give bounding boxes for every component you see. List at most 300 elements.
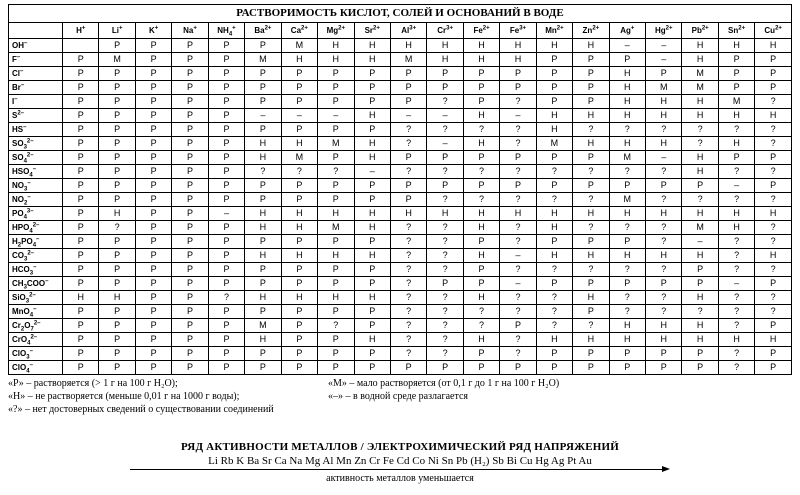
solubility-cell: Н: [281, 207, 317, 221]
solubility-cell: ?: [536, 165, 572, 179]
solubility-cell: Р: [755, 81, 792, 95]
solubility-cell: ?: [390, 291, 426, 305]
legend-n: «Н» – не растворяется (меньше 0,01 г на 1000 г воды);: [8, 391, 240, 402]
solubility-cell: Р: [245, 347, 281, 361]
solubility-cell: Р: [281, 235, 317, 249]
solubility-cell: Р: [427, 179, 463, 193]
solubility-cell: ?: [500, 123, 536, 137]
anion-label: $CO_3^{2-}$: [9, 249, 63, 263]
solubility-cell: ?: [609, 123, 645, 137]
solubility-cell: Н: [682, 333, 718, 347]
solubility-cell: М: [682, 67, 718, 81]
solubility-cell: Р: [318, 81, 354, 95]
solubility-cell: Р: [646, 179, 682, 193]
solubility-cell: ?: [755, 137, 792, 151]
legend-m: «М» – мало растворяется (от 0,1 г до 1 г на 100 г H₂O): [328, 378, 560, 389]
solubility-cell: Р: [755, 361, 792, 375]
solubility-cell: Н: [281, 291, 317, 305]
solubility-cell: Н: [718, 109, 754, 123]
solubility-cell: –: [646, 39, 682, 53]
solubility-cell: –: [646, 151, 682, 165]
solubility-cell: Р: [135, 221, 171, 235]
solubility-cell: –: [682, 235, 718, 249]
solubility-cell: Р: [281, 67, 317, 81]
solubility-cell: Р: [172, 39, 208, 53]
solubility-cell: ?: [536, 263, 572, 277]
solubility-cell: Н: [245, 137, 281, 151]
anion-label: $Cr_2O_7^{2-}$: [9, 319, 63, 333]
solubility-cell: Р: [463, 263, 499, 277]
solubility-cell: Р: [63, 67, 99, 81]
solubility-cell: Р: [354, 305, 390, 319]
solubility-cell: Р: [135, 151, 171, 165]
solubility-cell: ?: [427, 193, 463, 207]
solubility-cell: Н: [646, 319, 682, 333]
cation-header: $NH_4^+$: [208, 23, 244, 39]
solubility-cell: ?: [427, 221, 463, 235]
table-row: [9, 319, 792, 333]
solubility-cell: Р: [99, 305, 135, 319]
solubility-cell: Р: [281, 277, 317, 291]
solubility-cell: Р: [63, 95, 99, 109]
table-row: [9, 193, 792, 207]
solubility-cell: Р: [281, 319, 317, 333]
anion-label: $PO_4^{3-}$: [9, 207, 63, 221]
solubility-cell: Р: [390, 193, 426, 207]
solubility-cell: –: [718, 277, 754, 291]
solubility-cell: Р: [172, 305, 208, 319]
solubility-cell: Р: [390, 361, 426, 375]
solubility-cell: Р: [318, 235, 354, 249]
solubility-cell: ?: [718, 319, 754, 333]
solubility-cell: Р: [99, 361, 135, 375]
solubility-cell: Р: [135, 95, 171, 109]
solubility-cell: Р: [463, 151, 499, 165]
solubility-cell: ?: [536, 319, 572, 333]
table-row: [9, 179, 792, 193]
solubility-cell: Н: [646, 137, 682, 151]
solubility-cell: М: [390, 53, 426, 67]
solubility-cell: Н: [609, 137, 645, 151]
solubility-cell: ?: [646, 123, 682, 137]
solubility-cell: ?: [573, 319, 609, 333]
solubility-cell: Р: [135, 81, 171, 95]
solubility-cell: Р: [646, 277, 682, 291]
table-row: [9, 347, 792, 361]
solubility-cell: Р: [208, 151, 244, 165]
solubility-cell: Н: [463, 221, 499, 235]
solubility-cell: Р: [281, 179, 317, 193]
solubility-cell: Р: [63, 179, 99, 193]
solubility-cell: Р: [135, 67, 171, 81]
solubility-cell: Н: [609, 81, 645, 95]
solubility-cell: Р: [500, 361, 536, 375]
solubility-cell: Р: [536, 235, 572, 249]
solubility-cell: М: [682, 81, 718, 95]
solubility-cell: ?: [427, 123, 463, 137]
table-title: РАСТВОРИМОСТЬ КИСЛОТ, СОЛЕЙ И ОСНОВАНИЙ В ВОДЕ: [9, 5, 792, 23]
solubility-cell: ?: [427, 95, 463, 109]
solubility-cell: Н: [682, 151, 718, 165]
solubility-cell: Р: [172, 347, 208, 361]
solubility-cell: –: [390, 109, 426, 123]
series-title: РЯД АКТИВНОСТИ МЕТАЛЛОВ / ЭЛЕКТРОХИМИЧЕСКИЙ РЯД НАПРЯЖЕНИЙ: [180, 441, 620, 453]
cation-header: $Ba^{2+}$: [245, 23, 281, 39]
anion-label: Br–: [9, 81, 63, 95]
solubility-cell: Н: [682, 249, 718, 263]
solubility-cell: Р: [281, 361, 317, 375]
solubility-cell: Р: [318, 263, 354, 277]
solubility-cell: Н: [718, 333, 754, 347]
solubility-cell: Р: [755, 277, 792, 291]
solubility-cell: Р: [63, 305, 99, 319]
solubility-cell: –: [427, 137, 463, 151]
solubility-cell: Р: [718, 81, 754, 95]
solubility-cell: Н: [536, 333, 572, 347]
solubility-cell: Р: [536, 53, 572, 67]
solubility-cell: Р: [573, 151, 609, 165]
solubility-cell: Р: [682, 263, 718, 277]
series-arrow: [130, 467, 670, 473]
solubility-cell: Р: [245, 277, 281, 291]
solubility-cell: Р: [463, 179, 499, 193]
solubility-cell: ?: [718, 165, 754, 179]
solubility-cell: Р: [281, 305, 317, 319]
solubility-cell: Р: [172, 361, 208, 375]
solubility-cell: Р: [172, 109, 208, 123]
solubility-cell: Р: [682, 179, 718, 193]
solubility-cell: Р: [135, 123, 171, 137]
solubility-cell: Р: [500, 179, 536, 193]
solubility-cell: Н: [281, 221, 317, 235]
table-row: [9, 333, 792, 347]
solubility-cell: Р: [99, 123, 135, 137]
solubility-cell: Н: [755, 109, 792, 123]
solubility-cell: Р: [208, 67, 244, 81]
solubility-cell: Р: [208, 39, 244, 53]
solubility-cell: ?: [573, 123, 609, 137]
solubility-cell: Р: [281, 123, 317, 137]
solubility-cell: М: [718, 95, 754, 109]
solubility-cell: ?: [536, 193, 572, 207]
solubility-cell: Р: [536, 81, 572, 95]
solubility-cell: Р: [609, 235, 645, 249]
anion-label: $NO_3^-$: [9, 179, 63, 193]
solubility-cell: Р: [135, 109, 171, 123]
anion-label: $S^{2-}$: [9, 109, 63, 123]
solubility-cell: Р: [318, 151, 354, 165]
solubility-cell: Н: [463, 137, 499, 151]
solubility-cell: Р: [390, 95, 426, 109]
solubility-table: [8, 4, 792, 375]
solubility-cell: Р: [573, 361, 609, 375]
solubility-cell: Р: [245, 123, 281, 137]
solubility-cell: Р: [99, 235, 135, 249]
solubility-cell: Р: [609, 53, 645, 67]
solubility-cell: Р: [208, 81, 244, 95]
anion-label: $H_2PO_4^-$: [9, 235, 63, 249]
solubility-cell: ?: [390, 305, 426, 319]
solubility-cell: Р: [536, 151, 572, 165]
solubility-cell: Р: [318, 347, 354, 361]
solubility-cell: Р: [135, 277, 171, 291]
solubility-cell: Р: [281, 95, 317, 109]
solubility-cell: Р: [463, 67, 499, 81]
solubility-cell: ?: [573, 263, 609, 277]
solubility-cell: Н: [536, 39, 572, 53]
solubility-cell: ?: [500, 305, 536, 319]
solubility-cell: Р: [99, 277, 135, 291]
cation-header: K+: [135, 23, 171, 39]
cation-header: $Cu^{2+}$: [755, 23, 792, 39]
solubility-cell: Н: [536, 109, 572, 123]
solubility-cell: Р: [99, 333, 135, 347]
solubility-cell: Н: [573, 291, 609, 305]
solubility-cell: Н: [245, 207, 281, 221]
solubility-cell: Р: [354, 123, 390, 137]
solubility-cell: Н: [354, 39, 390, 53]
solubility-cell: Р: [536, 277, 572, 291]
solubility-cell: ?: [427, 319, 463, 333]
solubility-cell: ?: [718, 249, 754, 263]
solubility-cell: М: [281, 39, 317, 53]
solubility-cell: ?: [718, 193, 754, 207]
solubility-cell: Р: [755, 53, 792, 67]
solubility-cell: Р: [63, 165, 99, 179]
cation-header: $Mg^{2+}$: [318, 23, 354, 39]
solubility-cell: ?: [500, 333, 536, 347]
solubility-cell: Н: [573, 109, 609, 123]
solubility-cell: Р: [208, 193, 244, 207]
solubility-cell: Р: [390, 67, 426, 81]
solubility-cell: –: [245, 109, 281, 123]
solubility-cell: Р: [245, 305, 281, 319]
solubility-cell: ?: [609, 221, 645, 235]
solubility-cell: Р: [135, 249, 171, 263]
solubility-cell: Н: [245, 333, 281, 347]
solubility-cell: Р: [354, 95, 390, 109]
solubility-cell: Р: [135, 319, 171, 333]
solubility-cell: Р: [172, 137, 208, 151]
table-row: [9, 109, 792, 123]
solubility-cell: Н: [682, 319, 718, 333]
solubility-cell: ?: [390, 249, 426, 263]
solubility-cell: Р: [646, 361, 682, 375]
solubility-cell: Н: [573, 39, 609, 53]
solubility-cell: Р: [755, 347, 792, 361]
solubility-cell: Р: [172, 151, 208, 165]
solubility-cell: Р: [390, 179, 426, 193]
solubility-cell: Р: [318, 95, 354, 109]
table-row: [9, 249, 792, 263]
anion-label: MnO$_4$–: [9, 305, 63, 319]
table-row: [9, 123, 792, 137]
solubility-cell: Р: [172, 235, 208, 249]
solubility-cell: Р: [354, 319, 390, 333]
anion-label: ClO$_3$–: [9, 347, 63, 361]
solubility-cell: Н: [390, 39, 426, 53]
solubility-cell: Н: [536, 249, 572, 263]
cation-header: $Fe^{3+}$: [500, 23, 536, 39]
solubility-cell: Н: [354, 207, 390, 221]
solubility-cell: Р: [208, 249, 244, 263]
anion-label: $SO_3^{2-}$: [9, 137, 63, 151]
solubility-cell: Р: [245, 95, 281, 109]
solubility-cell: Р: [755, 67, 792, 81]
solubility-cell: Р: [99, 165, 135, 179]
solubility-cell: Р: [172, 81, 208, 95]
table-row: [9, 305, 792, 319]
cation-header: $Pb^{2+}$: [682, 23, 718, 39]
anion-label: OH–: [9, 39, 63, 53]
solubility-cell: ?: [609, 291, 645, 305]
cation-header: $Mn^{2+}$: [536, 23, 572, 39]
anion-label: HS–: [9, 123, 63, 137]
cation-header: $Al^{3+}$: [390, 23, 426, 39]
solubility-cell: ?: [682, 193, 718, 207]
solubility-cell: Р: [63, 123, 99, 137]
solubility-cell: Р: [646, 347, 682, 361]
solubility-cell: Н: [245, 221, 281, 235]
cation-header: $Sr^{2+}$: [354, 23, 390, 39]
solubility-cell: Н: [500, 39, 536, 53]
solubility-cell: –: [500, 277, 536, 291]
solubility-cell: Р: [172, 249, 208, 263]
solubility-cell: Р: [208, 137, 244, 151]
solubility-cell: ?: [500, 347, 536, 361]
solubility-cell: [63, 39, 99, 53]
solubility-cell: Н: [609, 319, 645, 333]
solubility-cell: ?: [318, 165, 354, 179]
cation-header: H+: [63, 23, 99, 39]
solubility-cell: ?: [755, 123, 792, 137]
solubility-cell: Р: [99, 263, 135, 277]
table-row: [9, 277, 792, 291]
anion-label: ClO$_4$–: [9, 361, 63, 375]
solubility-cell: Р: [63, 81, 99, 95]
solubility-cell: Р: [63, 347, 99, 361]
solubility-cell: Р: [463, 235, 499, 249]
anion-label: I–: [9, 95, 63, 109]
solubility-cell: ?: [573, 221, 609, 235]
solubility-cell: ?: [646, 291, 682, 305]
solubility-cell: Р: [63, 263, 99, 277]
legend: [8, 377, 792, 416]
solubility-cell: ?: [390, 221, 426, 235]
solubility-cell: ?: [463, 193, 499, 207]
solubility-cell: Р: [63, 333, 99, 347]
solubility-cell: Р: [646, 67, 682, 81]
solubility-cell: Н: [245, 291, 281, 305]
solubility-cell: Р: [281, 333, 317, 347]
table-row: [9, 39, 792, 53]
solubility-cell: Р: [208, 53, 244, 67]
solubility-cell: ?: [646, 305, 682, 319]
solubility-cell: Р: [281, 263, 317, 277]
solubility-cell: Р: [172, 95, 208, 109]
cation-header: $Zn^{2+}$: [573, 23, 609, 39]
solubility-cell: Н: [390, 207, 426, 221]
solubility-cell: Н: [281, 137, 317, 151]
solubility-cell: Р: [354, 179, 390, 193]
solubility-cell: ?: [755, 263, 792, 277]
solubility-cell: Р: [135, 263, 171, 277]
solubility-cell: ?: [500, 221, 536, 235]
solubility-cell: ?: [500, 165, 536, 179]
solubility-cell: Р: [536, 347, 572, 361]
solubility-cell: Р: [245, 361, 281, 375]
solubility-cell: ?: [718, 347, 754, 361]
solubility-cell: Н: [718, 39, 754, 53]
table-row: [9, 95, 792, 109]
solubility-cell: ?: [755, 165, 792, 179]
solubility-cell: ?: [755, 291, 792, 305]
solubility-cell: ?: [718, 235, 754, 249]
solubility-cell: ?: [646, 221, 682, 235]
solubility-cell: Н: [245, 249, 281, 263]
solubility-cell: ?: [500, 95, 536, 109]
solubility-cell: ?: [718, 291, 754, 305]
solubility-cell: Р: [63, 109, 99, 123]
solubility-cell: Р: [755, 319, 792, 333]
solubility-cell: ?: [427, 165, 463, 179]
solubility-cell: Н: [318, 39, 354, 53]
solubility-cell: Н: [682, 39, 718, 53]
solubility-cell: Р: [718, 151, 754, 165]
table-row: [9, 207, 792, 221]
solubility-cell: Р: [318, 361, 354, 375]
solubility-cell: Р: [63, 249, 99, 263]
solubility-cell: Р: [536, 67, 572, 81]
solubility-cell: ?: [463, 123, 499, 137]
solubility-cell: Н: [99, 291, 135, 305]
activity-series: [8, 441, 792, 484]
solubility-cell: ?: [755, 193, 792, 207]
series-metals: Li Rb K Ba Sr Ca Na Mg Al Mn Zn Cr Fe Cd Co Ni Sn Pb (H₂) Sb Bi Cu Hg Ag Pt Au: [208, 455, 592, 467]
anion-label: $CH_3COO^-$: [9, 277, 63, 291]
solubility-cell: ?: [390, 235, 426, 249]
solubility-cell: М: [318, 137, 354, 151]
solubility-cell: М: [245, 319, 281, 333]
cation-header: $Ca^{2+}$: [281, 23, 317, 39]
solubility-cell: Р: [354, 361, 390, 375]
solubility-cell: ?: [281, 165, 317, 179]
solubility-sheet: [8, 4, 792, 484]
solubility-cell: Н: [463, 109, 499, 123]
solubility-cell: Н: [573, 333, 609, 347]
solubility-cell: Р: [573, 53, 609, 67]
solubility-cell: Н: [646, 207, 682, 221]
anion-label: SiO$_3^{2-}$: [9, 291, 63, 305]
solubility-cell: Р: [135, 137, 171, 151]
solubility-cell: Р: [99, 81, 135, 95]
solubility-cell: М: [609, 193, 645, 207]
solubility-cell: ?: [682, 123, 718, 137]
cation-header-row: [9, 23, 792, 39]
solubility-cell: –: [609, 39, 645, 53]
solubility-cell: Р: [99, 179, 135, 193]
anion-label: CrO$_4^{2-}$: [9, 333, 63, 347]
solubility-cell: Н: [354, 109, 390, 123]
solubility-cell: Р: [281, 81, 317, 95]
solubility-cell: Р: [63, 53, 99, 67]
solubility-cell: ?: [99, 221, 135, 235]
solubility-cell: Н: [536, 207, 572, 221]
solubility-cell: Р: [99, 137, 135, 151]
solubility-cell: М: [318, 221, 354, 235]
solubility-cell: Р: [609, 179, 645, 193]
table-row: [9, 361, 792, 375]
